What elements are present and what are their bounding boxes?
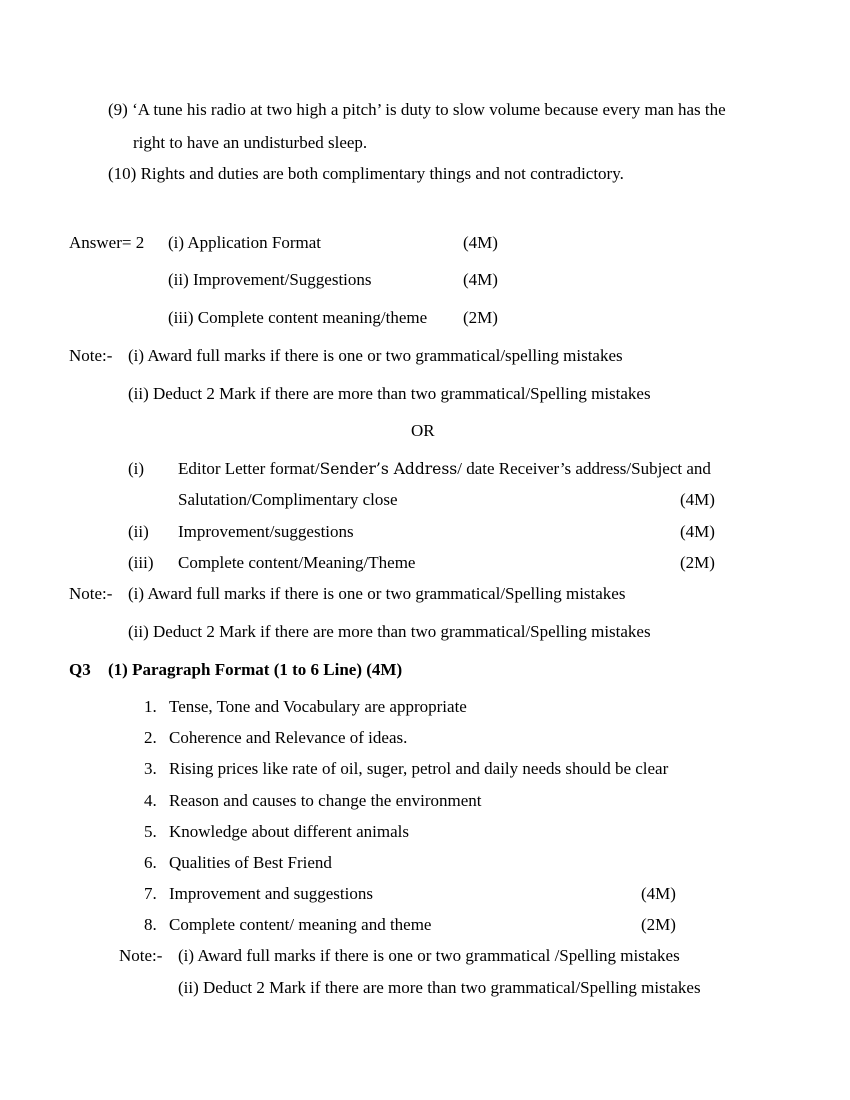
letter-item-1-number: (i): [128, 459, 145, 478]
answer-2-item-2: (ii) Improvement/Suggestions: [168, 270, 372, 289]
letter-item-3-marks: (2M): [680, 553, 715, 572]
q3-item-4-number: 4.: [144, 791, 157, 810]
q3-heading: (1) Paragraph Format (1 to 6 Line) (4M): [108, 660, 403, 679]
q3-item-6-number: 6.: [144, 853, 157, 872]
letter-item-2-marks: (4M): [680, 522, 715, 541]
or-divider: OR: [411, 421, 435, 440]
note-3-label: Note:-: [119, 946, 163, 965]
q3-item-8-number: 8.: [144, 915, 157, 934]
q3-item-2-text: Coherence and Relevance of ideas.: [169, 728, 408, 747]
note-3-line-1: (i) Award full marks if there is one or two grammatical /Spelling mistakes: [178, 946, 680, 965]
note-3-line-2: (ii) Deduct 2 Mark if there are more than two grammatical/Spelling mistakes: [178, 978, 701, 997]
q3-item-8-marks: (2M): [641, 915, 676, 934]
point-9-line-2: right to have an undisturbed sleep.: [133, 133, 368, 152]
q3-item-3-number: 3.: [144, 759, 157, 778]
q3-label: Q3: [69, 660, 91, 679]
point-9-line-1: (9) ‘A tune his radio at two high a pitch’ is duty to slow volume because every man has the: [108, 100, 726, 119]
q3-item-7-marks: (4M): [641, 884, 676, 903]
answer-2-item-1: (i) Application Format: [168, 233, 321, 252]
answer-2-item-3-marks: (2M): [463, 308, 498, 327]
letter-item-2-number: (ii): [128, 522, 149, 541]
q3-item-8-text: Complete content/ meaning and theme: [169, 915, 432, 934]
letter-item-1-line-1: Editor Letter format/Sender’s Address/ date Receiver’s address/Subject and: [178, 459, 711, 478]
letter-item-2-text: Improvement/suggestions: [178, 522, 354, 541]
note-1-label: Note:-: [69, 346, 113, 365]
q3-item-2-number: 2.: [144, 728, 157, 747]
note-2-line-1: (i) Award full marks if there is one or two grammatical/Spelling mistakes: [128, 584, 626, 603]
note-1-line-1: (i) Award full marks if there is one or two grammatical/spelling mistakes: [128, 346, 623, 365]
answer-2-item-2-marks: (4M): [463, 270, 498, 289]
q3-item-7-number: 7.: [144, 884, 157, 903]
letter-item-3-number: (iii): [128, 553, 154, 572]
q3-item-3-text: Rising prices like rate of oil, suger, petrol and daily needs should be clear: [169, 759, 669, 778]
q3-item-6-text: Qualities of Best Friend: [169, 853, 332, 872]
q3-item-4-text: Reason and causes to change the environment: [169, 791, 482, 810]
point-10: (10) Rights and duties are both complimentary things and not contradictory.: [108, 164, 624, 183]
note-2-line-2: (ii) Deduct 2 Mark if there are more than two grammatical/Spelling mistakes: [128, 622, 651, 641]
answer-2-label: Answer= 2: [69, 233, 145, 252]
letter-item-1-marks: (4M): [680, 490, 715, 509]
answer-2-item-3: (iii) Complete content meaning/theme: [168, 308, 428, 327]
note-1-line-2: (ii) Deduct 2 Mark if there are more than two grammatical/Spelling mistakes: [128, 384, 651, 403]
letter-item-1-line-2: Salutation/Complimentary close: [178, 490, 398, 509]
letter-item-3-text: Complete content/Meaning/Theme: [178, 553, 416, 572]
answer-2-item-1-marks: (4M): [463, 233, 498, 252]
q3-item-7-text: Improvement and suggestions: [169, 884, 373, 903]
q3-item-1-text: Tense, Tone and Vocabulary are appropriate: [169, 697, 467, 716]
q3-item-5-number: 5.: [144, 822, 157, 841]
q3-item-1-number: 1.: [144, 697, 157, 716]
note-2-label: Note:-: [69, 584, 113, 603]
q3-item-5-text: Knowledge about different animals: [169, 822, 409, 841]
